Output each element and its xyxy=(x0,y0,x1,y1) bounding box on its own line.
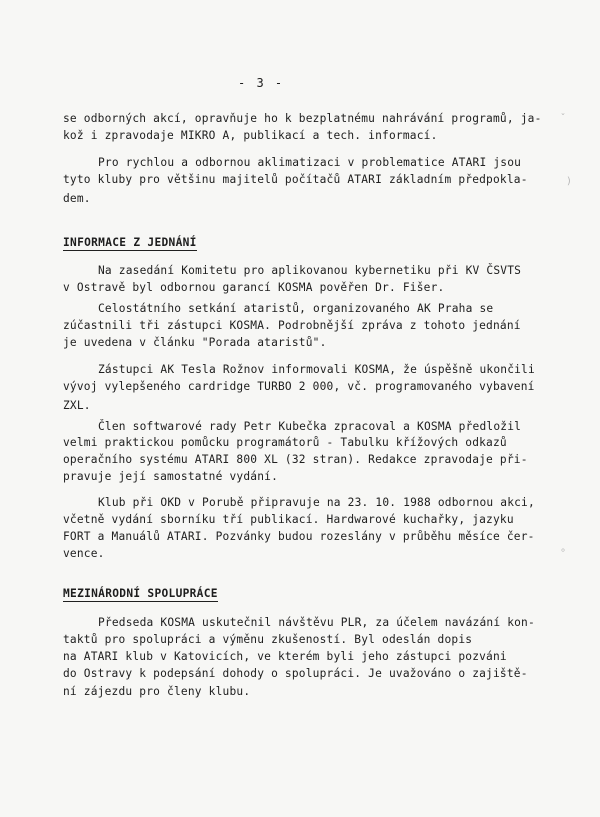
text-line: Pro rychlou a odbornou aklimatizaci v problematice ATARI jsou xyxy=(98,156,522,169)
text-line: se odborných akcí, opravňuje ho k bezplatnému nahrávání programů, ja- xyxy=(63,112,542,125)
text-line: ní zájezdu pro členy klubu. xyxy=(63,685,251,698)
text-line: tyto kluby pro většinu majitelů počítačů ATARI základním předpokla- xyxy=(63,173,528,186)
text-line: vence. xyxy=(63,547,105,560)
text-line: Na zasedání Komitetu pro aplikovanou kybernetiku při KV ČSVTS xyxy=(98,264,522,277)
text-line: velmi praktickou pomůcku programátorů - Tabulku křížových odkazů xyxy=(63,436,507,449)
text-line: operačního systému ATARI 800 XL (32 stran). Redakce zpravodaje při- xyxy=(63,453,528,466)
text-line: taktů pro spolupráci a výměnu zkušeností. Byl odeslán dopis xyxy=(63,633,473,646)
text-line: Zástupci AK Tesla Rožnov informovali KOSMA, že úspěšně ukončili xyxy=(98,363,535,376)
text-line: Klub při OKD v Porubě připravuje na 23. 10. 1988 odbornou akci, xyxy=(98,496,535,509)
text-line: ZXL. xyxy=(63,399,91,412)
scan-mark-icon: ) xyxy=(566,176,573,187)
section-heading-informace: INFORMACE Z JEDNÁNÍ xyxy=(63,236,197,249)
text-line: v Ostravě byl odbornou garancí KOSMA pověřen Dr. Fišer. xyxy=(63,281,445,294)
scan-mark-icon: ° xyxy=(560,548,567,559)
text-line: Celostátního setkání ataristů, organizovaného AK Praha se xyxy=(98,302,494,315)
text-line: do Ostravy k podepsání dohody o spolupráci. Je uvažováno o zajiště- xyxy=(63,667,528,680)
text-line: je uvedena v článku "Porada ataristů". xyxy=(63,336,327,349)
text-line: dem. xyxy=(63,192,91,205)
page-number: - 3 - xyxy=(238,76,285,90)
section-heading-mezinarodni: MEZINÁRODNÍ SPOLUPRÁCE xyxy=(63,587,218,600)
text-line: kož i zpravodaje MIKRO A, publikací a tech. informací. xyxy=(63,129,438,142)
scan-mark-icon: ˇ xyxy=(560,113,567,124)
text-line: vývoj vylepšeného cardridge TURBO 2 000, vč. programovaného vybavení xyxy=(63,380,535,393)
text-line: na ATARI klub v Katovicích, ve kterém byli jeho zástupci pozváni xyxy=(63,650,507,663)
text-line: zúčastnili tři zástupci KOSMA. Podrobnější zpráva z tohoto jednání xyxy=(63,319,521,332)
text-line: FORT a Manuálů ATARI. Pozvánky budou rozeslány v průběhu měsíce čer- xyxy=(63,530,535,543)
text-line: Člen softwarové rady Petr Kubečka zpracoval a KOSMA předložil xyxy=(98,420,522,433)
text-line: pravuje její samostatné vydání. xyxy=(63,470,278,483)
text-line: včetně vydání sborníku tří publikací. Hardwarové kuchařky, jazyku xyxy=(63,513,514,526)
text-line: Předseda KOSMA uskutečnil návštěvu PLR, za účelem navázání kon- xyxy=(98,616,535,629)
